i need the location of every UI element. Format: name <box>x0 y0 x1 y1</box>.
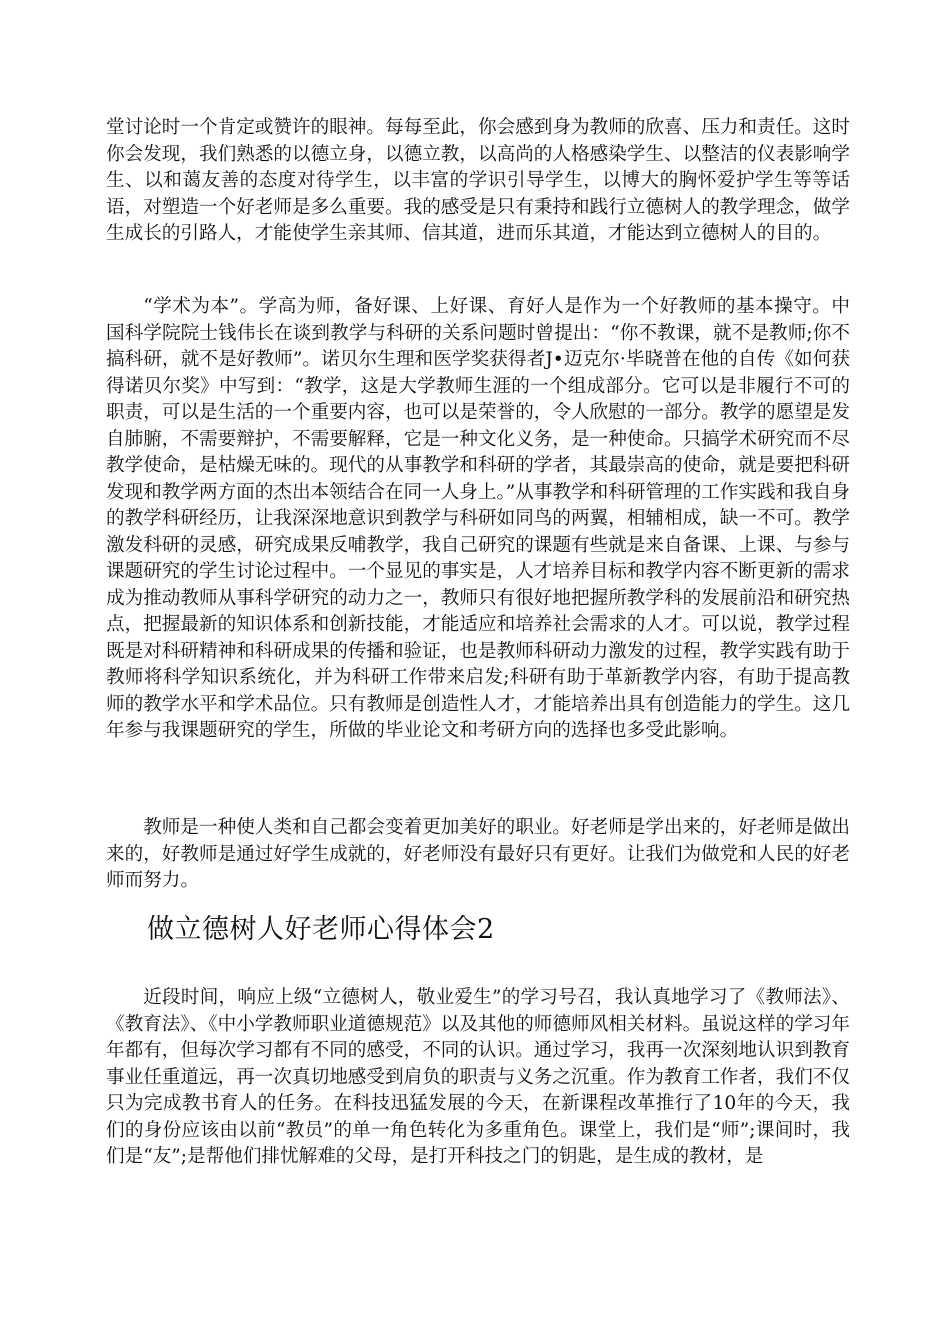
section-heading: 做立德树人好老师心得体会2 <box>147 914 495 945</box>
paragraph-1: 堂讨论时一个肯定或赞许的眼神。每每至此，你会感到身为教师的欣喜、压力和责任。这时你会发现，我们熟悉的以德立身，以德立教，以高尚的人格感染学生、以整洁的仪表影响学生、以和蔼友善的态度对待学生，以丰富的学识引导学生，以博大的胸怀爱护学生等等话语，对塑造一个好老师是多么重要。我的感受是只有秉持和践行立德树人的教学理念，做学生成长的引路人，才能使学生亲其师、信其道，进而乐其道，才能达到立德树人的目的。 <box>106 117 850 244</box>
paragraph-3: 教师是一种使人类和自己都会变着更加美好的职业。好老师是学出来的，好老师是做出来的，好教师是通过好学生成就的，好老师没有最好只有更好。让我们为做党和人民的好老师而努力。 <box>106 817 850 891</box>
paragraph-2: “学术为本”。学高为师，备好课、上好课、育好人是作为一个好教师的基本操守。中国科学院院士钱伟长在谈到教学与科研的关系问题时曾提出：“你不教课，就不是教师;你不搞科研，就不是好教师”。诺贝尔生理和医学奖获得者J•迈克尔·毕晓普在他的自传《如何获得诺贝尔奖》中写到：“教学，这是大学教师生涯的一个组成部分。它可以是非履行不可的职责，可以是生活的一个重要内容，也可以是荣誉的，令人欣慰的一部分。教学的愿望是发自肺腑，不需要辩护，不需要解释，它是一种文化义务，是一种使命。只搞学术研究而不尽教学使命，是枯燥无味的。现代的从事教学和科研的学者，其最崇高的使命，就是要把科研发现和教学两方面的杰出本领结合在同一人身上。”从事教学和科研管理的工作实践和我自身的教学科研经历，让我深深地意识到教学与科研如同鸟的两翼，相辅相成，缺一不可。教学激发科研的灵感，研究成果反哺教学，我自己研究的课题有些就是来自备课、上课、与参与课题研究的学生讨论过程中。一个显见的事实是，人才培养目标和教学内容不断更新的需求成为推动教师从事科学研究的动力之一，教师只有很好地把握所教学科的发展前沿和研究热点，把握最新的知识体系和创新技能，才能适应和培养社会需求的人才。可以说，教学过程既是对科研精神和科研成果的传播和验证，也是教师科研动力激发的过程，教学实践有助于教师将科学知识系统化，并为科研工作带来启发;科研有助于革新教学内容，有助于提高教师的教学水平和学术品位。只有教师是创造性人才，才能培养出具有创造能力的学生。这几年参与我课题研究的学生，所做的毕业论文和考研方向的选择也多受此影响。 <box>106 296 850 741</box>
paragraph-4: 近段时间，响应上级“立德树人，敬业爱生”的学习号召，我认真地学习了《教师法》、《教育法》、《中小学教师职业道德规范》以及其他的师德师风相关材料。虽说这样的学习年年都有，但每次学习都有不同的感受，不同的认识。通过学习，我再一次深刻地认识到教育事业任重道远，再一次真切地感受到肩负的职责与义务之沉重。作为教育工作者，我们不仅只为完成教书育人的任务。在科技迅猛发展的今天，在新课程改革推行了10年的今天，我们的身份应该由以前“教员”的单一角色转化为多重角色。课堂上，我们是“师”;课间时，我们是“友”;是帮他们排忧解难的父母，是打开科技之门的钥匙，是生成的教材，是 <box>106 987 850 1167</box>
